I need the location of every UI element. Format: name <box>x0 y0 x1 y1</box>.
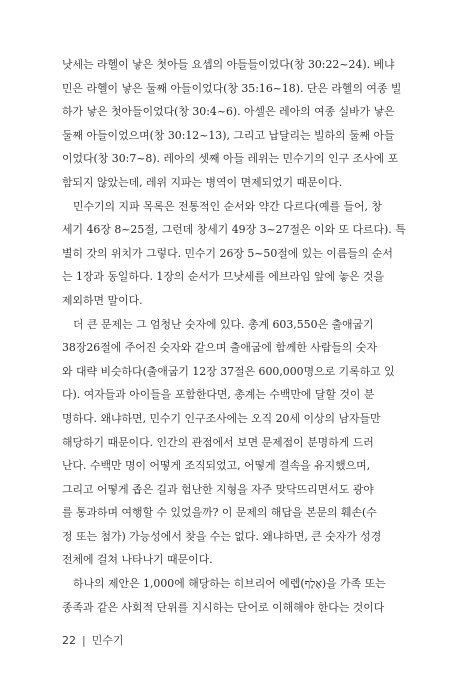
text-line: 전체에 걸쳐 나타나기 때문이다. <box>62 553 213 567</box>
text-line: 둘째 아들이었으며(창 30:12~13), 그리고 납달리는 빌하의 둘째 아들 <box>62 128 395 142</box>
paragraph <box>62 313 408 573</box>
text-line: 민은 라헬이 낳은 둘째 아들이었다(창 35:16~18). 단은 라헬의 여종 빌 <box>62 81 402 95</box>
body-text <box>62 53 408 619</box>
text-line: 하가 낳은 첫아들이었다(창 30:4~6). 아셀은 레아의 여종 실바가 낳은 <box>62 105 395 119</box>
text-line: 낫세는 라헬이 낳은 첫아들 요셉의 아들들이었다(창 30:22~24). 베냐 <box>62 58 395 71</box>
text-line: 난다. 수백만 명이 어떻게 조직되었고, 어떻게 결속을 유지했으며, <box>62 459 371 473</box>
text-line: 종족과 같은 사회적 단위를 지시하는 단어로 이해해야 한다는 것이다 <box>62 600 385 614</box>
footer-separator: | <box>82 634 86 647</box>
text-line: 함되지 않았는데, 레위 지파는 병역이 면제되었기 때문이다. <box>62 175 343 189</box>
text-line: 38장26절에 주어진 숫자와 같으며 출애굽에 함께한 사람들의 숫자 <box>62 341 377 355</box>
text-line: 를 통과하며 여행할 수 있었을까? 이 문제의 해답을 본문의 훼손(수 <box>62 506 377 520</box>
text-line: 제외하면 말이다. <box>62 293 143 307</box>
running-title: 민수기 <box>91 634 124 647</box>
text-line: 명하다. 왜냐하면, 민수기 인구조사에는 오직 20세 이상의 남자들만 <box>62 411 381 425</box>
text-line: 그리고 어떻게 좁은 길과 험난한 지형을 자주 맞닥뜨리면서도 광야 <box>62 482 374 496</box>
text-line: 는 1장과 동일하다. 1장의 순서가 므낫세를 에브라임 앞에 놓은 것을 <box>62 270 385 284</box>
text-line: 세기 46장 8~25절, 그런데 창세기 49장 3~27절은 이와 또 다르다). 특 <box>62 223 406 237</box>
page-number: 22 <box>62 634 76 647</box>
text-line: 하나의 제안은 1,000에 해당하는 히브리어 에렙(אֶלֶף)을 가족 또는 <box>73 577 386 591</box>
text-line: 이었다(창 30:7~8). 레아의 셋째 아들 레위는 민수기의 인구 조사에 포 <box>62 152 399 166</box>
paragraph <box>62 572 408 619</box>
text-line: 별히 갓의 위치가 그렇다. 민수기 26장 5~50절에 있는 이름들의 순서 <box>62 246 393 260</box>
paragraph <box>62 53 408 195</box>
page-footer <box>62 632 124 648</box>
text-line: 해당하기 때문이다. 인간의 관점에서 보면 문제점이 분명하게 드러 <box>62 435 374 449</box>
text-line: 민수기의 지파 목록은 전통적인 순서와 약간 다르다(예를 들어, 창 <box>73 199 382 213</box>
text-line: 더 큰 문제는 그 엄청난 숫자에 있다. 총계 603,550은 출애굽기 <box>73 317 374 331</box>
text-line: 정 또는 첨가) 가능성에서 찾을 수는 없다. 왜냐하면, 큰 숫자가 성경 <box>62 529 382 543</box>
text-line: 다). 여자들과 아이들을 포함한다면, 총계는 수백만에 달할 것이 분 <box>62 388 375 402</box>
paragraph <box>62 195 408 313</box>
text-line: 와 대략 비슷하다(출애굽기 12장 37절은 600,000명으로 기록하고 있 <box>62 364 395 378</box>
